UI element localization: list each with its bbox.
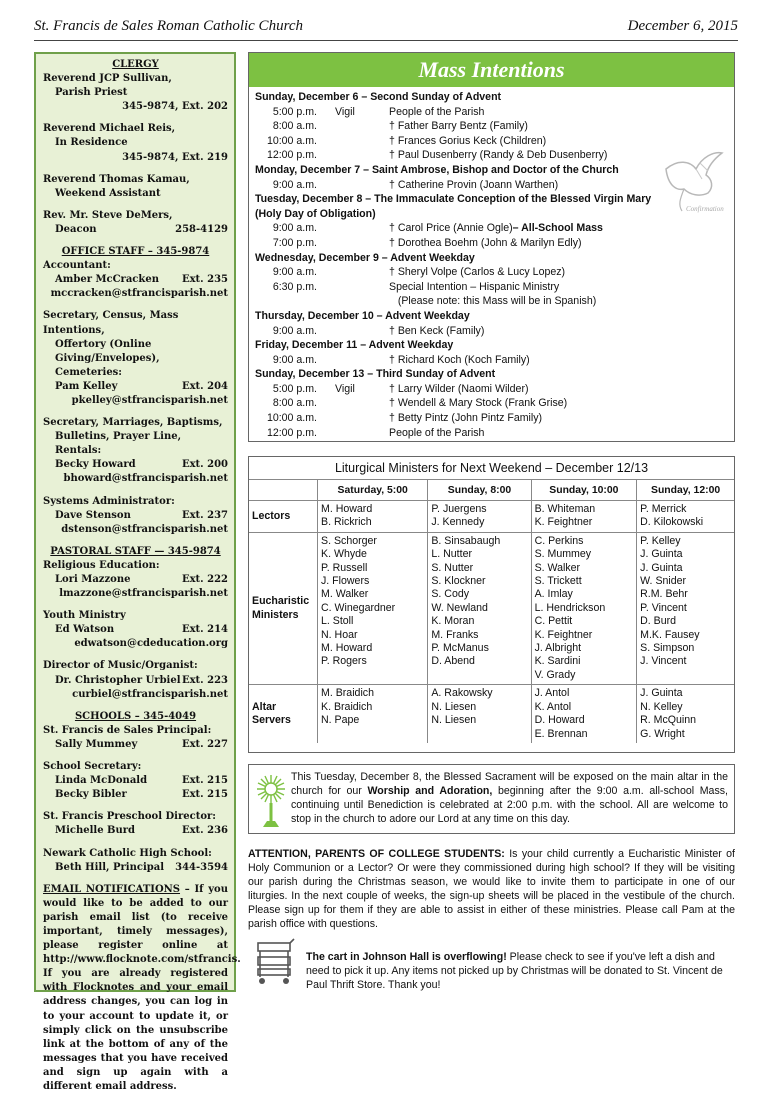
mass-time: 8:00 a.m. bbox=[272, 120, 317, 133]
staff-email[interactable]: curbiel@stfrancisparish.net bbox=[72, 688, 228, 700]
staff-ext: Ext. 235 bbox=[181, 274, 228, 286]
mass-time: 6:30 p.m. bbox=[272, 280, 317, 293]
mass-intention: † Wendell & Mary Stock (Frank Grise) bbox=[389, 397, 568, 410]
bulletin-date: December 6, 2015 bbox=[627, 18, 738, 34]
staff-role: Accountant: bbox=[43, 260, 111, 272]
table-row bbox=[249, 532, 734, 684]
staff-name: Pam Kelley bbox=[55, 380, 118, 392]
minister-names: J. Guinta N. Kelley R. McQuinn G. Wright bbox=[637, 685, 734, 743]
mass-intention: † Catherine Provin (Joann Warthen) bbox=[389, 178, 559, 191]
mass-intention: † Carol Price (Annie Ogle) bbox=[389, 222, 513, 235]
mass-vigil bbox=[321, 178, 387, 193]
staff-ext: Ext. 204 bbox=[181, 380, 228, 392]
mass-line bbox=[255, 236, 728, 251]
mass-intentions-title: Mass Intentions bbox=[249, 53, 734, 87]
staff-role: Director of Music/Organist: bbox=[43, 660, 198, 672]
clergy-heading: CLERGY bbox=[112, 59, 159, 70]
minister-role: Eucharistic Ministers bbox=[249, 532, 318, 684]
clergy-title: Weekend Assistant bbox=[55, 187, 161, 199]
mass-line bbox=[255, 353, 728, 368]
mass-vigil: Vigil bbox=[335, 105, 355, 118]
staff-name: Beth Hill, Principal bbox=[55, 861, 165, 873]
mass-line bbox=[255, 411, 728, 426]
mass-intentions bbox=[248, 52, 735, 442]
mass-day: Tuesday, December 8 – The Immaculate Conception of the Blessed Virgin Mary bbox=[255, 193, 652, 206]
mass-time: 10:00 a.m. bbox=[266, 412, 317, 425]
staff-directory bbox=[34, 52, 241, 1092]
mass-line bbox=[255, 105, 728, 120]
ministers-column-header: Sunday, 12:00 bbox=[637, 480, 734, 501]
mass-time: 9:00 a.m. bbox=[272, 353, 317, 366]
monstrance-icon bbox=[255, 773, 287, 829]
mass-time: 9:00 a.m. bbox=[272, 222, 317, 235]
schools-heading: SCHOOLS – 345-4049 bbox=[74, 710, 197, 722]
clergy-phone: 345-9874, Ext. 219 bbox=[122, 151, 228, 163]
minister-names: S. Schorger K. Whyde P. Russell J. Flowers M. Walker C. Winegardner L. Stoll N. Hoar M. Howard P. Rogers bbox=[318, 532, 428, 684]
mass-vigil bbox=[321, 426, 387, 441]
mass-vigil bbox=[321, 324, 387, 339]
mass-day: (Holy Day of Obligation) bbox=[255, 207, 376, 220]
minister-names: P. Kelley J. Guinta J. Guinta W. Snider R.M. Behr P. Vincent D. Burd M.K. Fausey S. Simpson J. Vincent bbox=[637, 532, 734, 684]
staff-ext: Ext. 236 bbox=[181, 825, 228, 837]
minister-names: B. Whiteman K. Feightner bbox=[531, 501, 637, 533]
mass-vigil bbox=[321, 411, 387, 426]
mass-line bbox=[255, 324, 728, 339]
church-name: St. Francis de Sales Roman Catholic Church bbox=[34, 18, 304, 34]
clergy-phone: 345-9874, Ext. 202 bbox=[122, 101, 228, 113]
minister-names: A. Rakowsky N. Liesen N. Liesen bbox=[428, 685, 531, 743]
staff-role: St. Francis de Sales Principal: bbox=[43, 724, 212, 736]
page-header bbox=[34, 16, 738, 41]
mass-line bbox=[255, 426, 728, 441]
mass-vigil: Vigil bbox=[335, 382, 355, 395]
mass-intention: † Frances Gorius Keck (Children) bbox=[389, 134, 547, 147]
ministers-column-header: Sunday, 10:00 bbox=[531, 480, 637, 501]
liturgical-ministers bbox=[248, 456, 735, 753]
mass-intention: Special Intention – Hispanic Ministry bbox=[389, 280, 560, 293]
staff-role: Religious Education: bbox=[43, 559, 160, 571]
email-notifications-heading: EMAIL NOTIFICATIONS bbox=[43, 883, 181, 895]
staff-name: Michelle Burd bbox=[55, 825, 136, 837]
adoration-notice bbox=[248, 764, 735, 834]
staff-name: Dr. Christopher Urbiel bbox=[55, 674, 181, 686]
mass-note: – All-School Mass bbox=[512, 222, 603, 235]
mass-line bbox=[255, 280, 728, 295]
staff-role: Bulletins, Prayer Line, Rentals: bbox=[55, 431, 182, 457]
staff-name: Dave Stenson bbox=[55, 509, 131, 521]
mass-day: Sunday, December 6 – Second Sunday of Advent bbox=[255, 91, 502, 103]
mass-line bbox=[255, 294, 728, 309]
mass-day: Thursday, December 10 – Advent Weekday bbox=[255, 309, 470, 322]
mass-intention: (Please note: this Mass will be in Spanish) bbox=[389, 295, 597, 308]
mass-time: 5:00 p.m. bbox=[272, 382, 317, 395]
staff-ext: Ext. 215 bbox=[181, 789, 228, 801]
clergy-name: Reverend JCP Sullivan, bbox=[43, 73, 172, 85]
mass-vigil bbox=[321, 221, 387, 236]
notice-text: Is your child currently a Eucharistic Minister of Holy Communion or a Lector? Or were they commissioned during high school? If they will be visiting our parish during the Christmas season, we would like to invite them to participate in one of our liturgies. In the next couple of weeks, the sign-up sheets will be placed in the vestibule of the church. Please sign up for them if they are able to assist in either of these ministries. Please call Pam at the parish office with questions. bbox=[248, 848, 735, 930]
staff-email[interactable]: lmazzone@stfrancisparish.net bbox=[59, 588, 228, 600]
mass-line bbox=[255, 265, 728, 280]
mass-line bbox=[255, 396, 728, 411]
staff-ext: Ext. 200 bbox=[181, 459, 228, 471]
staff-ext: Ext. 222 bbox=[181, 574, 228, 585]
confirmation-dove-icon bbox=[656, 139, 728, 217]
clergy-name: Reverend Thomas Kamau, bbox=[43, 173, 190, 185]
staff-name: Ed Watson bbox=[55, 624, 115, 636]
staff-role: Youth Ministry bbox=[43, 610, 126, 622]
mass-vigil bbox=[321, 294, 387, 309]
staff-role: Secretary, Marriages, Baptisms, bbox=[43, 417, 223, 429]
minister-names: P. Merrick D. Kilokowski bbox=[637, 501, 734, 533]
staff-email[interactable]: dstenson@stfrancisparish.net bbox=[61, 523, 228, 535]
staff-role: St. Francis Preschool Director: bbox=[43, 811, 216, 823]
staff-role: Secretary, Census, Mass Intentions, bbox=[43, 310, 179, 336]
clergy-title: Parish Priest bbox=[55, 87, 128, 99]
staff-ext: Ext. 227 bbox=[181, 738, 228, 750]
mass-vigil bbox=[321, 353, 387, 368]
mass-time: 8:00 a.m. bbox=[272, 397, 317, 410]
clergy-name: Reverend Michael Reis, bbox=[43, 123, 176, 135]
deacon-title: Deacon bbox=[55, 223, 97, 235]
email-notifications-text: – If you would like to be added to our parish email list (to receive important, timely messages), please register online at http://www.flocknote.com/stfrancis. If you are already registered with Flocknotes and your email address changes, you can log in to your account to update it, or simply click on the unsubscribe link at the bottom of any of the messages that you have received and sign up again with a different email address. bbox=[43, 883, 241, 1092]
mass-time: 9:00 a.m. bbox=[272, 178, 317, 191]
mass-time: 9:00 a.m. bbox=[272, 266, 317, 279]
ministers-title: Liturgical Ministers for Next Weekend – December 12/13 bbox=[249, 457, 734, 480]
mass-vigil bbox=[321, 396, 387, 411]
mass-time: 9:00 a.m. bbox=[272, 324, 317, 337]
minister-names: J. Antol K. Antol D. Howard E. Brennan bbox=[531, 685, 637, 743]
mass-vigil bbox=[321, 134, 387, 149]
notice-heading: ATTENTION, PARENTS OF COLLEGE STUDENTS: bbox=[248, 848, 505, 860]
staff-ext: Ext. 223 bbox=[181, 674, 228, 686]
staff-name: Linda McDonald bbox=[55, 775, 148, 787]
minister-role: Lectors bbox=[249, 501, 318, 533]
staff-role: Newark Catholic High School: bbox=[43, 847, 212, 859]
staff-email[interactable]: pkelley@stfrancisparish.net bbox=[71, 394, 228, 406]
mass-intention: † Father Barry Bentz (Family) bbox=[389, 120, 528, 133]
mass-time: 5:00 p.m. bbox=[272, 105, 317, 118]
mass-time: 12:00 p.m. bbox=[266, 149, 317, 162]
mass-vigil bbox=[321, 280, 387, 295]
minister-names: M. Braidich K. Braidich N. Pape bbox=[318, 685, 428, 743]
mass-day: Monday, December 7 – Saint Ambrose, Bishop and Doctor of the Church bbox=[255, 163, 619, 176]
mass-intention: † Richard Koch (Koch Family) bbox=[389, 353, 530, 366]
cart-text: Please check to see if you've left a dish and need to pick it up. Any items not picked up by Christmas will be donated to St. Vincent de Paul Thrift Store. Thank you! bbox=[306, 951, 723, 991]
mass-intention: People of the Parish bbox=[389, 105, 485, 118]
staff-ext: Ext. 214 bbox=[181, 624, 228, 636]
ministers-column-header: Sunday, 8:00 bbox=[428, 480, 531, 501]
staff-name: Amber McCracken bbox=[55, 274, 159, 286]
mass-day: Sunday, December 13 – Third Sunday of Advent bbox=[255, 368, 496, 381]
mass-intention: † Ben Keck (Family) bbox=[389, 324, 485, 337]
mass-time: 12:00 p.m. bbox=[266, 426, 317, 439]
minister-names: C. Perkins S. Mummey S. Walker S. Trickett A. Imlay L. Hendrickson C. Pettit K. Feightner J. Albright K. Sardini V. Grady bbox=[531, 532, 637, 684]
mass-time bbox=[255, 294, 321, 309]
office-staff-heading: OFFICE STAFF – 345-9874 bbox=[61, 246, 210, 258]
minister-names: M. Howard B. Rickrich bbox=[318, 501, 428, 533]
staff-role: Systems Administrator: bbox=[43, 495, 175, 507]
svg-text:Confirmation: Confirmation bbox=[686, 205, 724, 213]
table-row bbox=[249, 685, 734, 743]
mass-day: Friday, December 11 – Advent Weekday bbox=[255, 339, 454, 352]
cart-icon bbox=[254, 937, 296, 985]
ministers-table bbox=[249, 480, 734, 743]
email-notifications bbox=[43, 883, 241, 1094]
staff-phone: 344-3594 bbox=[175, 861, 228, 873]
staff-name: Becky Howard bbox=[55, 459, 136, 471]
staff-role: School Secretary: bbox=[43, 761, 142, 773]
minister-role: Altar Servers bbox=[252, 700, 291, 727]
mass-vigil bbox=[321, 236, 387, 251]
deacon-name: Rev. Mr. Steve DeMers, bbox=[43, 209, 173, 221]
mass-day: Wednesday, December 9 – Advent Weekday bbox=[255, 251, 475, 264]
mass-time: 7:00 p.m. bbox=[272, 236, 317, 249]
mass-vigil bbox=[321, 148, 387, 163]
staff-email[interactable]: bhoward@stfrancisparish.net bbox=[63, 473, 228, 485]
cart-notice bbox=[306, 950, 736, 992]
mass-intention: † Dorothea Boehm (John & Marilyn Edly) bbox=[389, 236, 582, 249]
mass-intention: † Paul Dusenberry (Randy & Deb Dusenberry) bbox=[389, 149, 608, 162]
staff-role: Cemeteries: bbox=[55, 366, 122, 378]
mass-intention: † Betty Pintz (John Pintz Family) bbox=[389, 412, 543, 425]
mass-intention: † Larry Wilder (Naomi Wilder) bbox=[389, 382, 529, 395]
ministers-column-header: Saturday, 5:00 bbox=[318, 480, 428, 501]
mass-vigil bbox=[321, 265, 387, 280]
minister-names: B. Sinsabaugh L. Nutter S. Nutter S. Klockner S. Cody W. Newland K. Moran M. Franks P. McManus D. Abend bbox=[428, 532, 531, 684]
staff-name: Sally Mummey bbox=[55, 738, 138, 750]
staff-role: Offertory (Online Giving/Envelopes), bbox=[55, 338, 160, 364]
pastoral-staff-heading: PASTORAL STAFF — 345-9874 bbox=[50, 545, 221, 557]
mass-time: 10:00 a.m. bbox=[266, 134, 317, 147]
minister-names: P. Juergens J. Kennedy bbox=[428, 501, 531, 533]
college-students-notice bbox=[248, 847, 735, 931]
mass-line bbox=[255, 382, 728, 397]
staff-ext: Ext. 237 bbox=[181, 509, 228, 521]
mass-vigil bbox=[321, 119, 387, 134]
adoration-text: This Tuesday, December 8, the Blessed Sacrament will be exposed on the main altar in the church for our Worship and Adoration, beginning after the 9:00 a.m. all-school Mass, continuing until Benediction is celebrated at 2:00 p.m. with the school. All are welcome to stop in the church to adore our Lord at any time on this day. bbox=[291, 771, 728, 825]
mass-line bbox=[255, 119, 728, 134]
staff-email[interactable]: mccracken@stfrancisparish.net bbox=[50, 288, 228, 300]
staff-email[interactable]: edwatson@cdeducation.org bbox=[74, 638, 228, 650]
role-header bbox=[249, 480, 318, 501]
staff-name: Becky Bibler bbox=[55, 789, 127, 801]
deacon-phone: 258-4129 bbox=[175, 223, 228, 235]
mass-line bbox=[255, 221, 728, 236]
cart-heading: The cart in Johnson Hall is overflowing! bbox=[306, 951, 507, 963]
table-row bbox=[249, 501, 734, 533]
clergy-title: In Residence bbox=[55, 137, 128, 149]
staff-name: Lori Mazzone bbox=[55, 574, 131, 585]
staff-ext: Ext. 215 bbox=[181, 775, 228, 787]
mass-intention: People of the Parish bbox=[389, 426, 485, 439]
mass-intention: † Sheryl Volpe (Carlos & Lucy Lopez) bbox=[389, 266, 566, 279]
